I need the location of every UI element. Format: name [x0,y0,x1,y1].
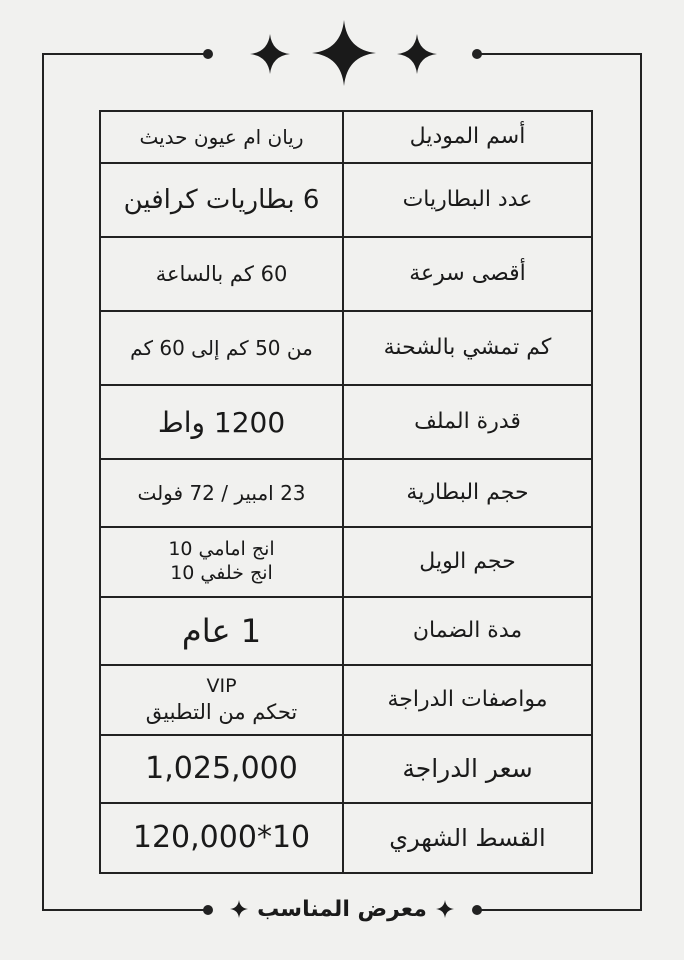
monthly-installment-value: 10*120,000 [100,803,343,873]
motor-power-value: 1200 واط [100,385,343,459]
model-value: ريان ام عيون حديث [100,111,343,163]
frame-top-left-line [42,53,208,55]
price-value: 1,025,000 [100,735,343,803]
battery-size-label: حجم البطارية [343,459,592,527]
table-row [100,459,592,527]
table-row [100,665,592,735]
table-row [100,111,592,163]
price-label: سعر الدراجة [343,735,592,803]
wheel-size-label: حجم الويل [343,527,592,597]
warranty-value: 1 عام [100,597,343,665]
table-row [100,803,592,873]
frame-top-right-dot [472,49,482,59]
frame-left-line [42,53,44,911]
table-row [100,735,592,803]
battery-count-label: عدد البطاريات [343,163,592,237]
frame-bottom-left-dot [203,905,213,915]
wheel-front: انج امامي 10 [168,538,275,561]
frame-top-left-dot [203,49,213,59]
shop-name: معرض المناسب [257,897,427,922]
spec-table [99,110,593,874]
monthly-installment-label: القسط الشهري [343,803,592,873]
range-value: من 50 كم إلى 60 كم [100,311,343,385]
battery-size-value: 23 امبير / 72 فولت [100,459,343,527]
wheel-rear: انج خلفي 10 [170,562,273,584]
bike-specs-value [100,665,343,735]
range-label: كم تمشي بالشحنة [343,311,592,385]
sparkle-icon-right [397,34,437,74]
table-row [100,163,592,237]
bike-specs-vip: VIP [206,675,237,697]
bike-specs-app-control: تحكم من التطبيق [145,699,298,724]
max-speed-value: 60 كم بالساعة [100,237,343,311]
model-label: أسم الموديل [343,111,592,163]
table-row [100,527,592,597]
battery-count-value: 6 بطاريات كرافين [100,163,343,237]
sparkle-icon-left [250,34,290,74]
motor-power-label: قدرة الملف [343,385,592,459]
bike-specs-label: مواصفات الدراجة [343,665,592,735]
sparkle-icon-center [312,20,376,86]
table-row [100,597,592,665]
wheel-size-value [100,527,343,597]
table-row [100,385,592,459]
table-row [100,237,592,311]
frame-bottom-right-line [477,909,642,911]
frame-bottom-left-line [42,909,208,911]
table-row [100,311,592,385]
frame-top-right-line [477,53,642,55]
max-speed-label: أقصى سرعة [343,237,592,311]
frame-right-line [640,53,642,911]
warranty-label: مدة الضمان [343,597,592,665]
frame-bottom-right-dot [472,905,482,915]
